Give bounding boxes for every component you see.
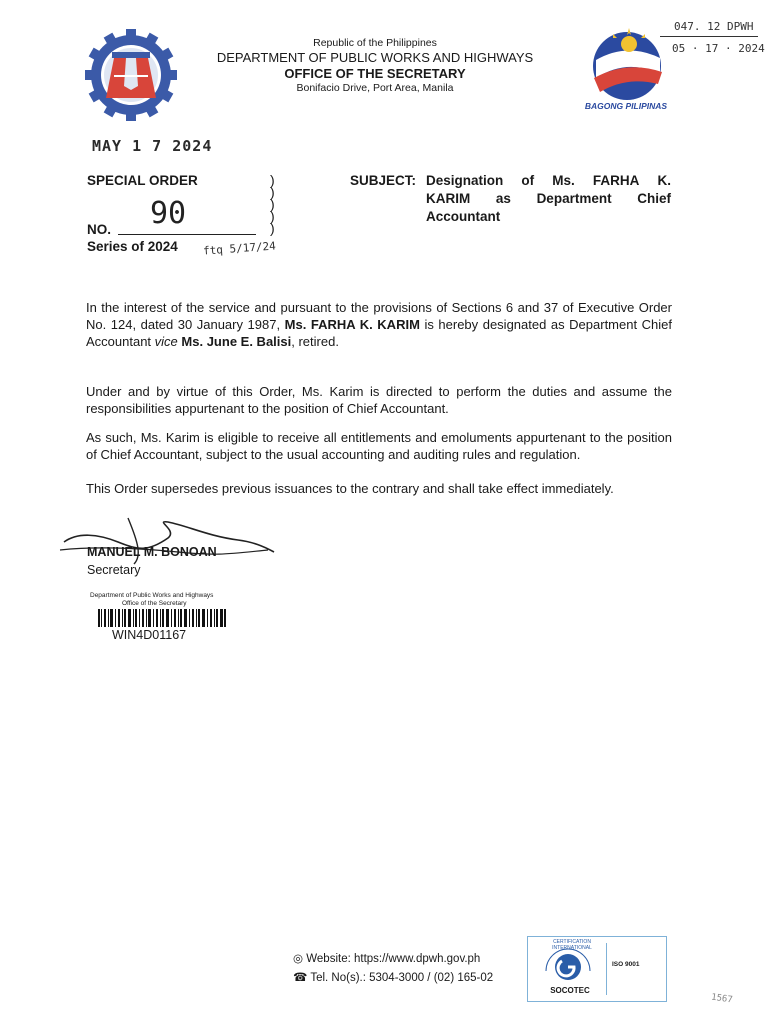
bagong-pilipinas-logo — [582, 22, 672, 112]
subject-line-3: Accountant — [426, 209, 501, 224]
office-name: OFFICE OF THE SECRETARY — [284, 66, 466, 81]
dpwh-seal-logo — [84, 28, 178, 122]
predecessor-name: Ms. June E. Balisi — [181, 334, 292, 349]
subject-word: as — [495, 191, 511, 206]
subject-word: Ms. — [552, 173, 575, 188]
body-paragraph-4: This Order supersedes previous issuances to the contrary and shall take effect immediately. — [86, 481, 614, 496]
telephone-row — [293, 970, 493, 984]
certification-arc-text: CERTIFICATION INTERNATIONAL — [552, 939, 592, 951]
subject-word: of — [521, 173, 535, 188]
receipt-stamp-number: 047. 12 DPWH — [674, 20, 754, 33]
handwritten-initials-note: ftq 5/17/24 — [202, 239, 277, 258]
order-no-label: NO. — [87, 222, 112, 237]
series-label: Series of 2024 — [87, 239, 178, 254]
signatory-name: MANUEL M. BONOAN — [87, 545, 217, 559]
p1-text-a: In the interest of the service and pursuant to the provisions of Sections 6 and 37 of Executive Order No. 124, dated 30 January 1987, — [86, 300, 672, 332]
order-number: 90 — [150, 196, 187, 231]
subject-label: SUBJECT: — [350, 173, 417, 188]
barcode-caption-1: Department of Public Works and Highways — [90, 592, 214, 599]
phone-icon: ☎ — [293, 970, 308, 984]
department-name: DEPARTMENT OF PUBLIC WORKS AND HIGHWAYS — [216, 50, 534, 65]
subject-word: K. — [657, 173, 671, 188]
barcode-image — [98, 609, 226, 627]
special-order-label: SPECIAL ORDER — [87, 173, 198, 188]
date-stamp: MAY 1 7 2024 — [92, 137, 213, 155]
socotec-label: SOCOTEC — [550, 986, 590, 995]
p1-text-c: , retired. — [291, 334, 339, 349]
bracket-column: ) ) ) ) ) — [270, 172, 275, 236]
subject-word: Department — [536, 191, 612, 206]
corner-handwritten-note: 1567 — [710, 992, 734, 1006]
signature-scribble — [58, 512, 278, 568]
iso-divider — [606, 943, 607, 995]
iso-standard-label: ISO 9001 — [612, 961, 640, 968]
body-paragraph-2: Under and by virtue of this Order, Ms. Karim is directed to perform the duties and assume the responsibilities appurtenant to the position of Chief Accountant. — [86, 384, 672, 416]
body-paragraph-1 — [86, 299, 672, 350]
republic-line: Republic of the Philippines — [313, 37, 437, 49]
barcode-caption-2: Office of the Secretary — [122, 600, 187, 607]
p1-text-b: is hereby designated as Department Chief Accountant — [86, 317, 672, 349]
subject-word: Chief — [637, 191, 671, 206]
receipt-stamp-rule — [660, 36, 758, 37]
subject-word: FARHA — [592, 173, 640, 188]
iso-certification-badge — [527, 936, 667, 1002]
vice-word: vice — [154, 334, 178, 349]
receipt-stamp-date: 05 · 17 · 2024 — [672, 42, 765, 55]
body-paragraph-3: As such, Ms. Karim is eligible to receive all entitlements and emoluments appurtenant to the position of Chief Accountant, subject to the usual accounting and auditing rules and regulation. — [86, 430, 672, 462]
signatory-title: Secretary — [87, 563, 141, 577]
subject-line-2 — [426, 191, 671, 206]
telephone-text: Tel. No(s).: 5304-3000 / (02) 165-02 — [310, 972, 494, 984]
bagong-pilipinas-label: BAGONG PILIPINAS — [584, 101, 668, 111]
website-row — [293, 951, 480, 965]
subject-word: Designation — [426, 173, 504, 188]
designee-name: Ms. FARHA K. KARIM — [284, 317, 420, 332]
office-address: Bonifacio Drive, Port Area, Manila — [296, 82, 454, 94]
subject-line-1 — [426, 173, 671, 188]
barcode-number: WIN4D01167 — [112, 628, 187, 642]
subject-word: KARIM — [426, 191, 471, 206]
order-no-line — [118, 234, 256, 235]
website-text: Website: https://www.dpwh.gov.ph — [306, 953, 481, 965]
globe-icon: ◎ — [293, 951, 304, 965]
